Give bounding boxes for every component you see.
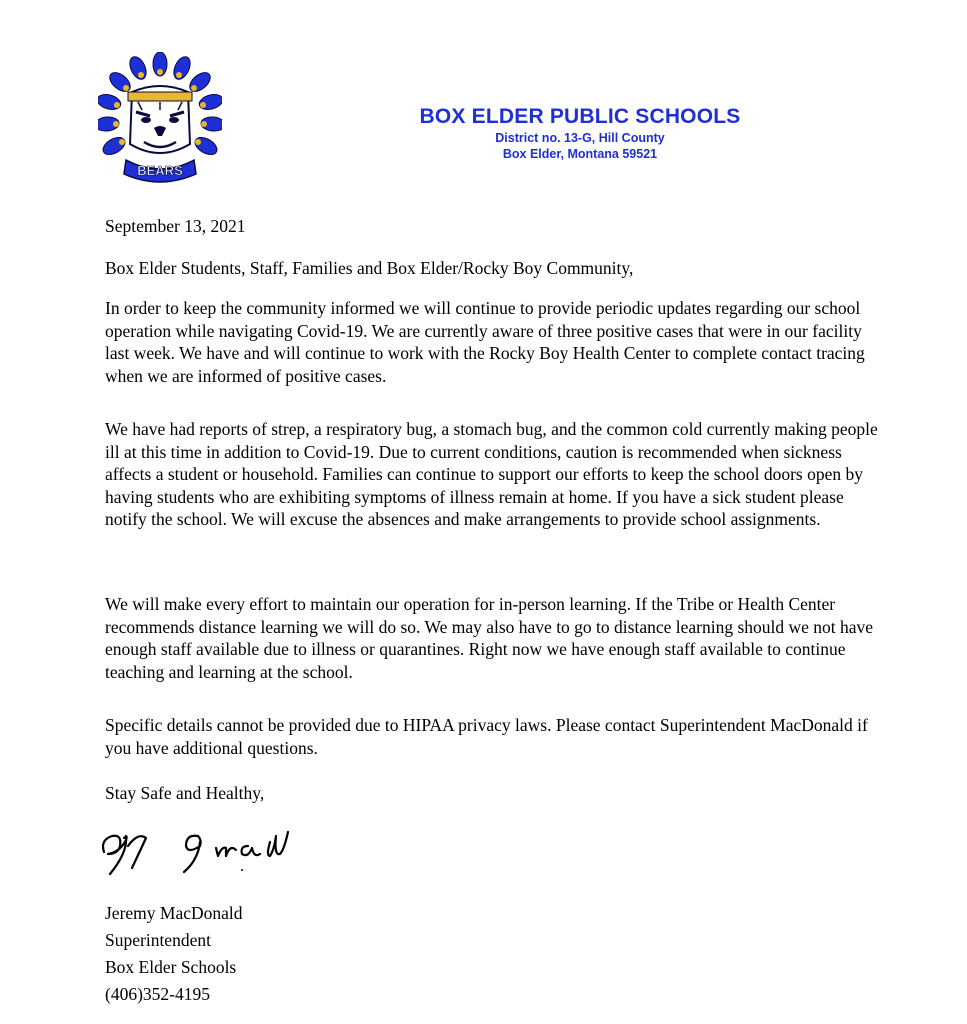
letter-salutation: Box Elder Students, Staff, Families and Box Elder/Rocky Boy Community, (105, 258, 634, 278)
logo-wordmark: BEARS (137, 163, 183, 178)
signature-block (105, 900, 243, 1008)
signer-title: Superintendent (105, 930, 211, 950)
letter-closing: Stay Safe and Healthy, (105, 783, 265, 803)
bears-banner (124, 160, 196, 182)
bear-head (128, 86, 192, 153)
letterhead (370, 104, 790, 162)
district-line: District no. 13-G, Hill County (495, 131, 665, 145)
school-name: BOX ELDER PUBLIC SCHOOLS (419, 105, 741, 128)
signer-organization: Box Elder Schools (105, 957, 237, 977)
address-line: Box Elder, Montana 59521 (502, 147, 658, 161)
paragraph-in-person-learning: We will make every effort to maintain our operation for in-person learning. If the Tribe or Health Center recommends distance learning we will do so. We may also have to go to distance learning should we not have enough staff available due to illness or quarantines. Right now we have enough staff available to continue teaching and learning at the school. (105, 594, 874, 682)
paragraph-covid-update: In order to keep the community informed we will continue to provide periodic updates regarding our school operation while navigating Covid-19. We are currently aware of three positive cases that were in our facility last week. We have and will continue to work with the Rocky Boy Health Center to complete contact tracing when we are informed of positive cases. (105, 298, 865, 386)
paragraph-privacy: Specific details cannot be provided due to HIPAA privacy laws. Please contact Superintendent MacDonald if you have additional questions. (105, 715, 868, 758)
signer-phone: (406)352-4195 (105, 984, 210, 1004)
paragraph-illness-reports: We have had reports of strep, a respiratory bug, a stomach bug, and the common cold currently making people ill at this time in addition to Covid-19. Due to current conditions, caution is recommended when sickness affects a student or household. Families can continue to support our efforts to keep the school doors open by having students who are exhibiting symptoms of illness remain at home. If you have a sick student please notify the school. We will excuse the absences and make arrangements to provide school assignments. (105, 419, 878, 529)
letter-date: September 13, 2021 (105, 216, 246, 236)
signer-name: Jeremy MacDonald (105, 903, 243, 923)
school-logo (98, 52, 222, 184)
handwritten-signature (98, 822, 358, 882)
